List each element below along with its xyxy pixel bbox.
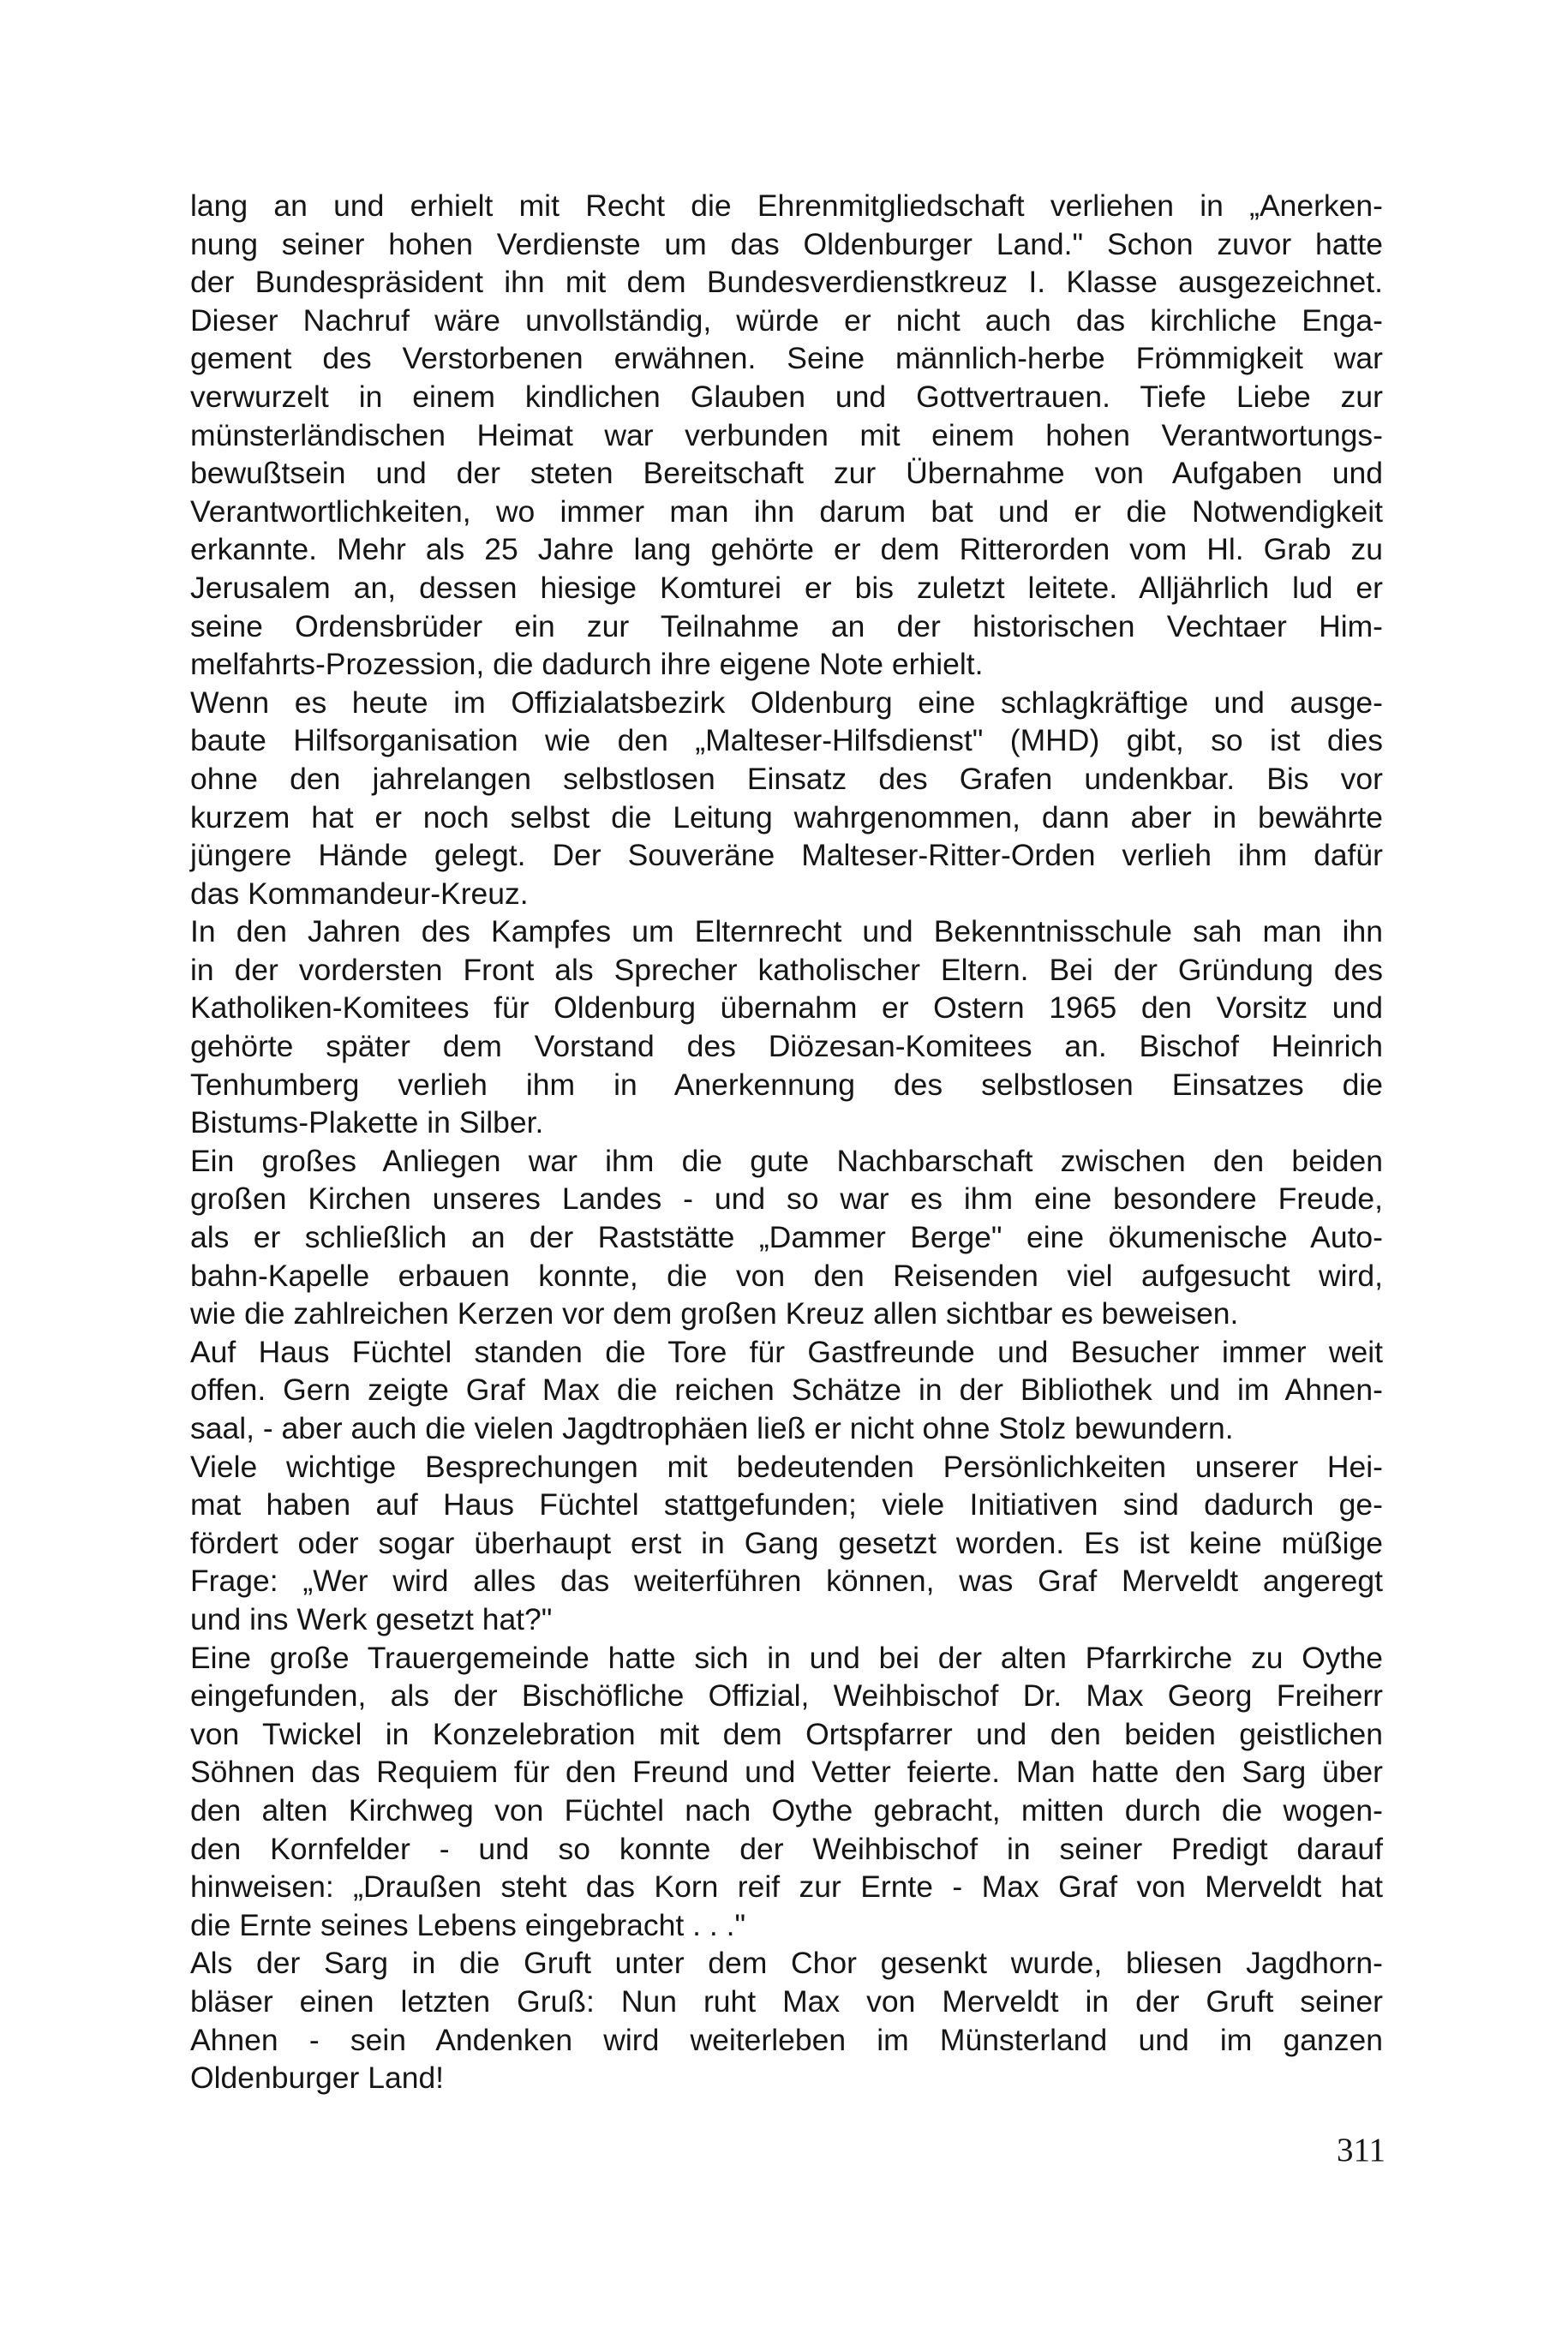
text-line: offen. Gern zeigte Graf Max die reichen Schätze in der Bibliothek und im Ahnen-: [190, 1373, 1383, 1408]
text-line: in der vordersten Front als Sprecher katholischer Eltern. Bei der Gründung des: [190, 952, 1383, 987]
text-line: Ein großes Anliegen war ihm die gute Nachbarschaft zwischen den beiden: [190, 1143, 1383, 1178]
text-line: münsterländischen Heimat war verbunden mit einem hohen Verantwortungs-: [190, 417, 1383, 452]
text-line: Als der Sarg in die Gruft unter dem Chor gesenkt wurde, bliesen Jagdhorn-: [190, 1946, 1383, 1981]
text-line: fördert oder sogar überhaupt erst in Gang gesetzt worden. Es ist keine müßige: [190, 1525, 1383, 1560]
text-line: gement des Verstorbenen erwähnen. Seine männlich-herbe Frömmigkeit war: [190, 341, 1383, 376]
text-line: nung seiner hohen Verdienste um das Oldenburger Land." Schon zuvor hatte: [190, 226, 1383, 261]
paragraph: [190, 1448, 1383, 1639]
paragraph: [190, 1142, 1383, 1333]
text-line: bläser einen letzten Gruß: Nun ruht Max von Merveldt in der Gruft seiner: [190, 1983, 1383, 2019]
text-line: jüngere Hände gelegt. Der Souveräne Malteser-Ritter-Orden verlieh ihm dafür: [190, 838, 1383, 873]
text-line: den Kornfelder - und so konnte der Weihbischof in seiner Predigt darauf: [190, 1831, 1383, 1866]
body-text: [190, 187, 1383, 2097]
text-line: das Kommandeur-Kreuz.: [190, 876, 529, 911]
text-line: den alten Kirchweg von Füchtel nach Oythe gebracht, mitten durch die wogen-: [190, 1792, 1383, 1828]
text-line: erkannte. Mehr als 25 Jahre lang gehörte er dem Ritterorden vom Hl. Grab zu: [190, 532, 1383, 567]
text-line: lang an und erhielt mit Recht die Ehrenmitgliedschaft verliehen in „Anerken-: [190, 188, 1383, 223]
page-number: 311: [1337, 2132, 1386, 2168]
text-line: Viele wichtige Besprechungen mit bedeutenden Persönlichkeiten unserer Hei-: [190, 1449, 1383, 1484]
text-line: mat haben auf Haus Füchtel stattgefunden; viele Initiativen sind dadurch ge-: [190, 1487, 1383, 1522]
text-line: melfahrts-Prozession, die dadurch ihre eigene Note erhielt.: [190, 647, 984, 682]
text-line: Bistums-Plakette in Silber.: [190, 1105, 544, 1140]
text-line: die Ernte seines Lebens eingebracht . . .": [190, 1907, 746, 1942]
paragraph: [190, 912, 1383, 1142]
text-line: bewußtsein und der steten Bereitschaft zur Übernahme von Aufgaben und: [190, 456, 1383, 491]
text-line: hinweisen: „Draußen steht das Korn reif zur Ernte - Max Graf von Merveldt hat: [190, 1869, 1383, 1905]
text-line: Oldenburger Land!: [190, 2061, 445, 2096]
paragraph: [190, 684, 1383, 913]
paragraph: [190, 1333, 1383, 1448]
text-line: seine Ordensbrüder ein zur Teilnahme an der historischen Vechtaer Him-: [190, 608, 1383, 643]
text-line: Jerusalem an, dessen hiesige Komturei er bis zuletzt leitete. Alljährlich lud er: [190, 570, 1383, 605]
text-line: verwurzelt in einem kindlichen Glauben und Gottvertrauen. Tiefe Liebe zur: [190, 379, 1383, 414]
text-line: Tenhumberg verlieh ihm in Anerkennung des selbstlosen Einsatzes die: [190, 1067, 1383, 1102]
paragraph: [190, 1639, 1383, 1945]
text-line: Eine große Trauergemeinde hatte sich in und bei der alten Pfarrkirche zu Oythe: [190, 1640, 1383, 1675]
text-line: kurzem hat er noch selbst die Leitung wahrgenommen, dann aber in bewährte: [190, 799, 1383, 834]
text-line: als er schließlich an der Raststätte „Dammer Berge" eine ökumenische Auto-: [190, 1220, 1383, 1255]
text-line: von Twickel in Konzelebration mit dem Ortspfarrer und den beiden geistlichen: [190, 1716, 1383, 1751]
text-line: baute Hilfsorganisation wie den „Malteser-Hilfsdienst" (MHD) gibt, so ist dies: [190, 723, 1383, 758]
paragraph: [190, 187, 1383, 684]
text-line: Auf Haus Füchtel standen die Tore für Gastfreunde und Besucher immer weit: [190, 1334, 1383, 1369]
text-line: ohne den jahrelangen selbstlosen Einsatz des Grafen undenkbar. Bis vor: [190, 761, 1383, 796]
text-line: bahn-Kapelle erbauen konnte, die von den Reisenden viel aufgesucht wird,: [190, 1258, 1383, 1293]
text-line: In den Jahren des Kampfes um Elternrecht und Bekenntnisschule sah man ihn: [190, 914, 1383, 949]
text-line: Wenn es heute im Offizialatsbezirk Oldenburg eine schlagkräftige und ausge-: [190, 685, 1383, 720]
text-line: Katholiken-Komitees für Oldenburg übernahm er Ostern 1965 den Vorsitz und: [190, 990, 1383, 1026]
paragraph: [190, 1944, 1383, 2097]
text-line: großen Kirchen unseres Landes - und so war es ihm eine besondere Freude,: [190, 1181, 1383, 1217]
text-line: wie die zahlreichen Kerzen vor dem großen Kreuz allen sichtbar es beweisen.: [190, 1296, 1239, 1331]
text-line: Ahnen - sein Andenken wird weiterleben im Münsterland und im ganzen: [190, 2022, 1383, 2057]
text-line: Söhnen das Requiem für den Freund und Vetter feierte. Man hatte den Sarg über: [190, 1755, 1383, 1790]
text-line: Verantwortlichkeiten, wo immer man ihn darum bat und er die Notwendigkeit: [190, 494, 1383, 529]
text-line: der Bundespräsident ihn mit dem Bundesverdienstkreuz I. Klasse ausgezeichnet.: [190, 265, 1383, 300]
text-line: Frage: „Wer wird alles das weiterführen können, was Graf Merveldt angeregt: [190, 1564, 1383, 1599]
text-line: Dieser Nachruf wäre unvollständig, würde er nicht auch das kirchliche Enga-: [190, 302, 1383, 338]
text-line: saal, - aber auch die vielen Jagdtrophäen ließ er nicht ohne Stolz bewundern.: [190, 1411, 1234, 1445]
text-line: und ins Werk gesetzt hat?": [190, 1601, 553, 1636]
text-line: gehörte später dem Vorstand des Diözesan-Komitees an. Bischof Heinrich: [190, 1029, 1383, 1064]
text-line: eingefunden, als der Bischöfliche Offizial, Weihbischof Dr. Max Georg Freiherr: [190, 1678, 1383, 1714]
